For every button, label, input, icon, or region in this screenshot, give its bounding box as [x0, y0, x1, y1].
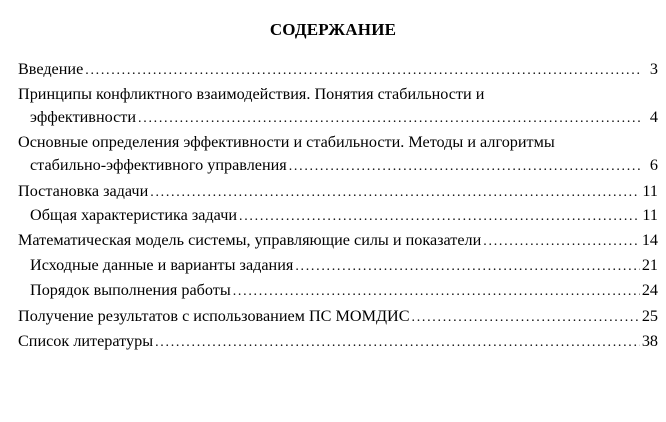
toc-entry-introduction[interactable]: [18, 59, 658, 80]
toc-entry-text: Список литературы: [18, 332, 154, 350]
toc-leader-dots: [233, 281, 640, 302]
toc-entry-text: Введение: [18, 60, 84, 78]
toc-page-number: 11: [642, 182, 658, 200]
toc-entry-text: Общая характеристика задачи: [30, 206, 238, 224]
toc-entry-principles[interactable]: [30, 107, 658, 128]
toc-page-number: 24: [641, 281, 658, 299]
toc-entry-text: Исходные данные и варианты задания: [30, 256, 294, 274]
toc-entry-math-model[interactable]: [18, 230, 658, 251]
toc-page-number: 21: [641, 256, 658, 274]
toc-leader-dots: [85, 60, 642, 81]
toc-entry-text-continued: стабильно-эффективного управления: [30, 156, 287, 174]
toc-entry-general-characteristics[interactable]: [30, 205, 658, 226]
toc-entry-text: Постановка задачи: [18, 182, 149, 200]
toc-page-number: 3: [649, 60, 658, 78]
toc-leader-dots: [289, 156, 642, 177]
toc-leader-dots: [150, 182, 640, 203]
toc-entry-problem-statement[interactable]: [18, 181, 658, 202]
toc-page-number: 38: [641, 332, 658, 350]
toc-page-number: 14: [641, 231, 658, 249]
toc-entry-initial-data[interactable]: [30, 255, 658, 276]
toc-entry-results[interactable]: [18, 306, 658, 327]
toc-leader-dots: [138, 108, 642, 129]
toc-entry-text: Принципы конфликтного взаимодействия. Понятия стабильности и: [18, 85, 485, 103]
toc-entry-procedure[interactable]: [30, 280, 658, 301]
toc-leader-dots: [155, 332, 640, 353]
toc-page-number: 11: [642, 206, 658, 224]
toc-page-number: 6: [649, 156, 658, 174]
toc-leader-dots: [483, 231, 640, 252]
toc-entry-text: Основные определения эффективности и стабильности. Методы и алгоритмы: [18, 133, 555, 151]
toc-entry-text-continued: эффективности: [30, 108, 137, 126]
toc-leader-dots: [412, 307, 640, 328]
toc-entry-definitions[interactable]: [30, 155, 658, 176]
toc-leader-dots: [295, 256, 639, 277]
toc-title: СОДЕРЖАНИЕ: [269, 20, 397, 39]
toc-entry-text: Математическая модель системы, управляющие силы и показатели: [18, 231, 482, 249]
toc-leader-dots: [239, 206, 640, 227]
toc-entry-text: Порядок выполнения работы: [30, 281, 231, 299]
toc-page-number: 25: [641, 307, 658, 325]
toc-entry-text: Получение результатов с использованием ПС МОМДИС: [18, 307, 410, 325]
toc-entry-references[interactable]: [18, 331, 658, 352]
toc-page-number: 4: [649, 108, 658, 126]
